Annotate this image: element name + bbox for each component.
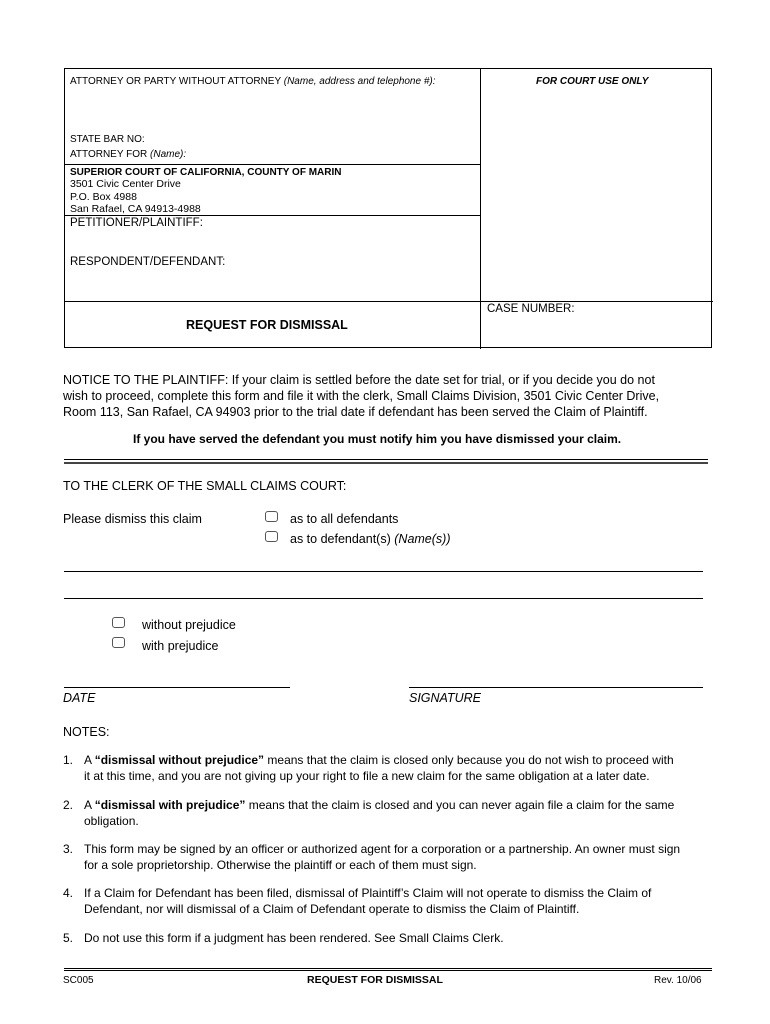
without-prejudice-checkbox[interactable]	[112, 617, 125, 628]
notice-line: NOTICE TO THE PLAINTIFF: If your claim is settled before the date set for trial, or if you decide you do not	[63, 373, 655, 387]
note-number: 4.	[63, 886, 74, 900]
attorney-for-field[interactable]	[70, 148, 186, 161]
note-number: 2.	[63, 798, 74, 812]
note-text-line: means that the claim is closed and you can never again file a claim for the same	[245, 798, 675, 812]
court-name: SUPERIOR COURT OF CALIFORNIA, COUNTY OF MARIN	[70, 167, 342, 178]
court-address-line: San Rafael, CA 94913-4988	[70, 203, 201, 215]
note-term: “dismissal without prejudice”	[94, 753, 265, 767]
note-text	[84, 753, 716, 784]
footer-rule	[64, 970, 712, 971]
footer-title: REQUEST FOR DISMISSAL	[307, 974, 443, 986]
divider-line	[65, 301, 713, 302]
clerk-heading: TO THE CLERK OF THE SMALL CLAIMS COURT:	[63, 479, 347, 493]
named-defendants-checkbox[interactable]	[265, 531, 278, 542]
court-use-label: FOR COURT USE ONLY	[536, 76, 649, 87]
note-text-line: means that the claim is closed only because you do not wish to proceed with	[264, 753, 674, 767]
note-text-line: This form may be signed by an officer or authorized agent for a corporation or a partnership. An owner must sign	[84, 842, 681, 856]
notice-line: Room 113, San Rafael, CA 94903 prior to the trial date if defendant has been served the Claim of Plaintiff.	[63, 405, 648, 419]
attorney-hint: (Name, address and telephone #):	[283, 76, 436, 87]
date-line[interactable]	[64, 687, 290, 688]
date-label: DATE	[63, 691, 96, 705]
note-number: 5.	[63, 931, 74, 945]
named-defendants-hint: (Name(s))	[394, 532, 451, 546]
with-prejudice-checkbox[interactable]	[112, 637, 125, 648]
divider-line	[65, 164, 480, 165]
note-text	[84, 886, 716, 917]
dismiss-label: Please dismiss this claim	[63, 512, 202, 526]
court-address-line: P.O. Box 4988	[70, 190, 137, 203]
without-prejudice-label: without prejudice	[142, 618, 236, 632]
note-number: 1.	[63, 753, 74, 767]
named-defendants-label: as to defendant(s)	[290, 532, 391, 546]
signature-line[interactable]	[409, 687, 703, 688]
with-prejudice-label: with prejudice	[142, 639, 219, 653]
note-text-pre: A	[84, 753, 95, 767]
petitioner-label: PETITIONER/PLAINTIFF:	[70, 217, 203, 229]
note-text-line: for a sole proprietorship. Otherwise the plaintiff or each of them must sign.	[84, 857, 477, 872]
note-term: “dismissal with prejudice”	[94, 798, 246, 812]
names-line[interactable]	[64, 598, 703, 599]
attorney-label: ATTORNEY OR PARTY WITHOUT ATTORNEY	[70, 76, 281, 87]
note-text-line: obligation.	[84, 813, 139, 828]
notice-paragraph	[63, 372, 723, 420]
notice-warning: If you have served the defendant you must notify him you have dismissed your claim.	[133, 432, 622, 446]
column-divider	[480, 69, 481, 349]
form-title: REQUEST FOR DISMISSAL	[186, 318, 348, 332]
note-text-line: Defendant, nor will dismissal of a Claim of Defendant operate to dismiss the Claim of Plaintiff.	[84, 901, 580, 916]
court-address-line: 3501 Civic Center Drive	[70, 178, 181, 190]
form-code: SC005	[63, 975, 94, 986]
note-text-line: it at this time, and you are not giving up your right to file a new claim for the same obligation at a later date.	[84, 768, 650, 783]
state-bar-label: STATE BAR NO:	[70, 134, 145, 145]
note-text-line: Do not use this form if a judgment has been rendered. See Small Claims Clerk.	[84, 931, 504, 945]
respondent-label: RESPONDENT/DEFENDANT:	[70, 256, 226, 268]
attorney-for-label: ATTORNEY FOR	[70, 149, 148, 160]
named-defendants-option	[290, 531, 451, 547]
note-text-pre: A	[84, 798, 95, 812]
footer-rule	[64, 968, 712, 969]
all-defendants-label: as to all defendants	[290, 512, 399, 526]
note-text-line: If a Claim for Defendant has been filed, dismissal of Plaintiff’s Claim will not operate to dismiss the Claim of	[84, 886, 652, 900]
attorney-for-hint: (Name):	[150, 149, 187, 160]
double-rule-top	[64, 459, 708, 460]
names-line[interactable]	[64, 571, 703, 572]
notice-line: wish to proceed, complete this form and file it with the clerk, Small Claims Division, 3501 Civic Center Drive,	[63, 389, 660, 403]
note-number: 3.	[63, 842, 74, 856]
note-text	[84, 931, 716, 947]
notes-heading: NOTES:	[63, 725, 110, 739]
note-text	[84, 798, 716, 829]
revision-label: Rev. 10/06	[654, 975, 702, 986]
double-rule-bottom	[64, 462, 708, 464]
attorney-field[interactable]	[70, 75, 436, 88]
note-text	[84, 842, 716, 873]
signature-label: SIGNATURE	[409, 691, 481, 705]
all-defendants-checkbox[interactable]	[265, 511, 278, 522]
court-address	[70, 178, 201, 216]
case-number-label: CASE NUMBER:	[487, 303, 575, 315]
